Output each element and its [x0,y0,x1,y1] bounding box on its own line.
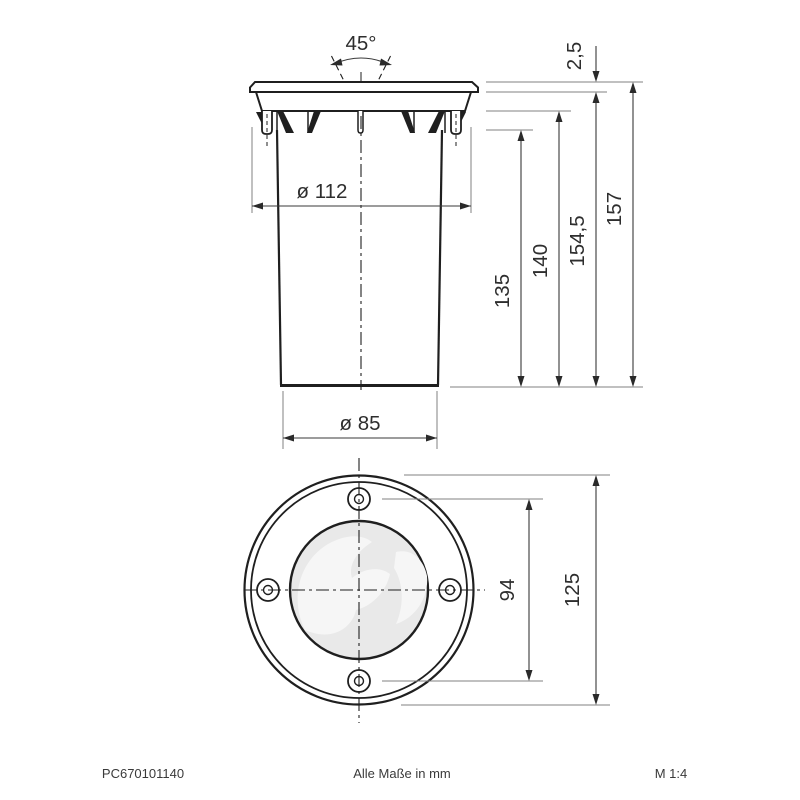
arrowhead [630,376,637,387]
outer-diameter-label: 125 [561,572,584,608]
article-number: PC670101140 [101,766,185,781]
arrowhead [593,71,600,82]
dimension-body-diameter [283,391,437,449]
angle-arrowhead-left [330,59,343,66]
housing-depth-label: 140 [529,243,552,279]
clip-wedge [428,111,445,133]
bolt-circle-label: 94 [496,578,519,602]
clip-wedge [307,111,321,133]
scale-label: M 1:4 [654,766,688,781]
cup-wall-right [438,130,442,385]
angle-arrowhead-right [380,59,393,66]
flange-plate [250,82,478,92]
angle-arc [334,58,388,64]
front-view [244,458,610,723]
height-reference-lines [450,82,643,387]
arrowhead [252,203,263,210]
total-height-label: 157 [603,191,626,227]
dimension-total-height [603,82,637,387]
arrowhead [556,111,563,122]
arrowhead [426,435,437,442]
arrowhead [518,130,525,141]
inner-depth-label: 135 [491,273,514,309]
arrowhead [593,376,600,387]
arrowhead [460,203,471,210]
arrowhead [593,694,600,705]
footer [102,766,687,781]
housing-collar [256,92,471,111]
arrowhead [526,670,533,681]
angle-label: 45° [345,32,377,55]
arrowhead [556,376,563,387]
arrowhead [593,475,600,486]
clip-wedge [401,111,415,133]
cup-wall-left [277,130,281,385]
dimension-outer-diameter [561,475,600,705]
recessed-depth-label: 154,5 [566,215,589,267]
arrowhead [518,376,525,387]
units-note: Alle Maße in mm [353,766,451,781]
fixture-side-outline [250,82,478,390]
arrowhead [283,435,294,442]
arrowhead [526,499,533,510]
dimension-recessed-depth [566,92,600,387]
body-diameter-label: ø 85 [339,412,381,435]
dimension-housing-depth [529,111,563,387]
dimension-bolt-circle [496,499,533,681]
protrusion-label: 2,5 [563,41,586,71]
flange-diameter-label: ø 112 [296,180,348,203]
arrowhead [593,92,600,103]
clip-wedge [277,111,294,133]
arrowhead [630,82,637,93]
dimension-inner-depth [491,130,525,387]
side-view [250,32,643,449]
dimension-protrusion [563,42,600,82]
